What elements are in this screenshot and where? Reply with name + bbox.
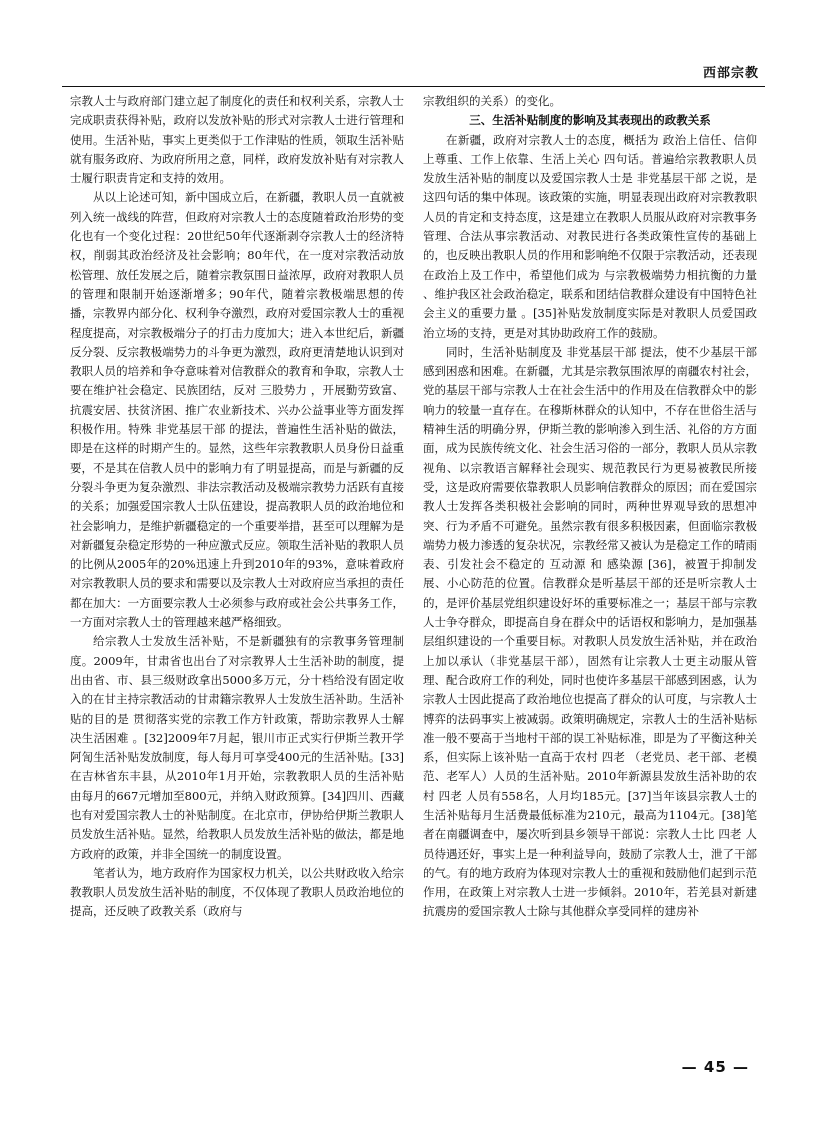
paragraph: 宗教人士与政府部门建立起了制度化的责任和权利关系，宗教人士完成职责获得补贴，政府以发放补贴的形式对宗教人士进行管理和使用。生活补贴，事实上更类似于工作津贴的性质，领取生活补贴就有服务政府、为政府所用之意，同样，政府发放补贴有对宗教人士履行职责肯定和支持的效用。 — [70, 94, 404, 186]
paragraph: 给宗教人士发放生活补贴，不是新疆独有的宗教事务管理制度。2009年，甘肃省也出台了对宗教界人士生活补助的制度，提出由省、市、县三级财政拿出5000多万元，分十档给没有固定收入的在甘主持宗教活动的甘肃籍宗教界人士发放生活补助。生活补贴的目的是 贯彻落实党的宗教工作方针政策，帮助宗教界人士解决生活困难 。[32]2009年7月起，银川市正式实行伊斯兰教开学阿訇生活补贴发放制度，每人每月可享受400元的生活补贴。[33]在吉林省东丰县，从2010年1月开始，宗教教职人员的生活补贴由每月的667元增加至800元，并纳入财政预算。[34]四川、西藏也有对爱国宗教人士的补贴制度。在北京市，伊协给伊斯兰教职人员发放生活补贴。显然，给教职人员发放生活补贴的做法，都是地方政府的政策，并非全国统一的制度设置。 — [70, 634, 404, 861]
paragraph: 宗教组织的关系）的变化。 — [423, 94, 561, 108]
header-rule — [62, 86, 765, 87]
left-column — [70, 92, 404, 1012]
paragraph: 笔者认为，地方政府作为国家权力机关，以公共财政收入给宗教教职人员发放生活补贴的制度，不仅体现了教职人员政治地位的提高，还反映了政教关系（政府与 — [70, 865, 404, 919]
section-heading: 三、生活补贴制度的影响及其表现出的政教关系 — [469, 113, 711, 128]
paragraph: 同时，生活补贴制度及 非党基层干部 提法，使不少基层干部感到困惑和困难。在新疆，尤其是宗教氛围浓厚的南疆农村社会，党的基层干部与宗教人士在社会生活中的作用及在信教群众中的影响力的较量一直存在。在穆斯林群众的认知中，不存在世俗生活与精神生活的明确分界，伊斯兰教的影响渗入到生活、礼俗的方方面面，成为民族传统文化、社会生活习俗的一部分，教职人员从宗教视角、以宗教语言解释社会现实、规范教民行为更易被教民所接受，这是政府需要依靠教职人员影响信教群众的原因；而在爱国宗教人士发挥各类积极社会影响的同时，两种世界观导致的思想冲突、行为矛盾不可避免。虽然宗教有很多积极因素，但面临宗教极端势力极力渗透的复杂状况，宗教经常又被认为是稳定工作的晴雨表、引发社会不稳定的 互动源 和 感染源 [36]，被置于抑制发展、小心防范的位置。信教群众是听基层干部的还是听宗教人士的，是评价基层党组织建设好坏的重要标准之一；基层干部与宗教人士争夺群众，即提高自身在群众中的话语权和影响力，是加强基层组织建设的一个重要目标。对教职人员发放生活补贴，并在政治上加以承认（非党基层干部），固然有让宗教人士更主动服从管理、配合政府工作的利处，同时也使许多基层干部感到困惑，认为宗教人士因此提高了政治地位也提高了群众的认可度，与宗教人士博弈的法码事实上被减弱。政策明确规定，宗教人士的生活补贴标准一般不要高于当地村干部的误工补贴标准，即是为了平衡这种关系，但实际上该补贴一直高于农村 四老 （老党员、老干部、老模范、老军人）人员的生活补贴。2010年新源县发放生活补助的农村 四老 人员有558名，人月均185元。[37]当年该县宗教人士的生活补贴每月生活费最低标准为210元，最高为1104元。[38]笔者在南疆调查中，屡次听到县乡领导干部说：宗教人士比 四老 人员待遇还好，事实上是一种利益导向，鼓励了宗教人士，泄了干部的气。有的地方政府为体现对宗教人士的重视和鼓励他们起到示范作用，在政策上对宗教人士进一步倾斜。2010年，若羌县对新建抗震房的爱国宗教人士除与其他群众享受同样的建房补 — [423, 344, 757, 919]
right-column — [423, 92, 757, 1012]
section-title: 西部宗教 — [702, 66, 759, 81]
page-number: — 45 — — [681, 1058, 749, 1076]
paragraph: 从以上论述可知，新中国成立后，在新疆，教职人员一直就被列入统一战线的阵营，但政府对宗教人士的态度随着政治形势的变化也有一个变化过程：20世纪50年代逐渐剥夺宗教人士的经济特权，削弱其政治经济及社会影响；80年代，在一度对宗教活动放松管理、放任发展之后，随着宗教氛围日益浓厚，政府对教职人员的管理和限制开始逐渐增多；90年代，随着宗教极端思想的传播，宗教界内部分化、权利争夺激烈，政府对爱国宗教人士的重视程度提高，对宗教极端分子的打击力度加大；进入本世纪后，新疆反分裂、反宗教极端势力的斗争更为激烈，政府更清楚地认识到对教职人员的培养和争夺意味着对信教群众的教育和争取，宗教人士要在维护社会稳定、民族团结，反对 三股势力 ，开展勤劳致富、抗震安居、扶贫济困、推广农业新技术、兴办公益事业等方面发挥积极作用。特殊 非党基层干部 的提法，普遍性生活补贴的做法，即是在这样的时期产生的。显然，这些年宗教教职人员身份日益重要，不是其在信教人员中的影响力有了明显提高，而是与新疆的反分裂斗争更为复杂激烈、非法宗教活动及极端宗教势力活跃有直接的关系；加强爱国宗教人士队伍建设，提高教职人员的政治地位和社会影响力，是维护新疆稳定的一个重要举措，甚至可以理解为是对新疆复杂稳定形势的一种应激式反应。领取生活补贴的教职人员的比例从2005年的20%迅速上升到2010年的93%，意味着政府对宗教教职人员的要求和需要以及宗教人士对政府应当承担的责任都在加大：一方面要宗教人士必须参与政府或社会公共事务工作，一方面对宗教人士的管理越来越严格细致。 — [70, 190, 404, 630]
paragraph: 在新疆，政府对宗教人士的态度，概括为 政治上信任、信仰上尊重、工作上依靠、生活上关心 四句话。普遍给宗教教职人员发放生活补贴的制度以及爱国宗教人士是 非党基层干部 之说，是这四句话的集中体现。该政策的实施，明显表现出政府对宗教教职人员的肯定和支持态度，这是建立在教职人员服从政府对宗教事务管理、合法从事宗教活动、对教民进行各类政策性宣传的基础上的，也反映出教职人员的作用和影响绝不仅限于宗教活动，还表现在政治上及工作中，希望他们成为 与宗教极端势力相抗衡的力量 、维护我区社会政治稳定，联系和团结信教群众建设有中国特色社会主义的重要力量 。[35]补贴发放制度实际是对教职人员爱国政治立场的支持，更是对其协助政府工作的鼓励。 — [423, 132, 757, 340]
